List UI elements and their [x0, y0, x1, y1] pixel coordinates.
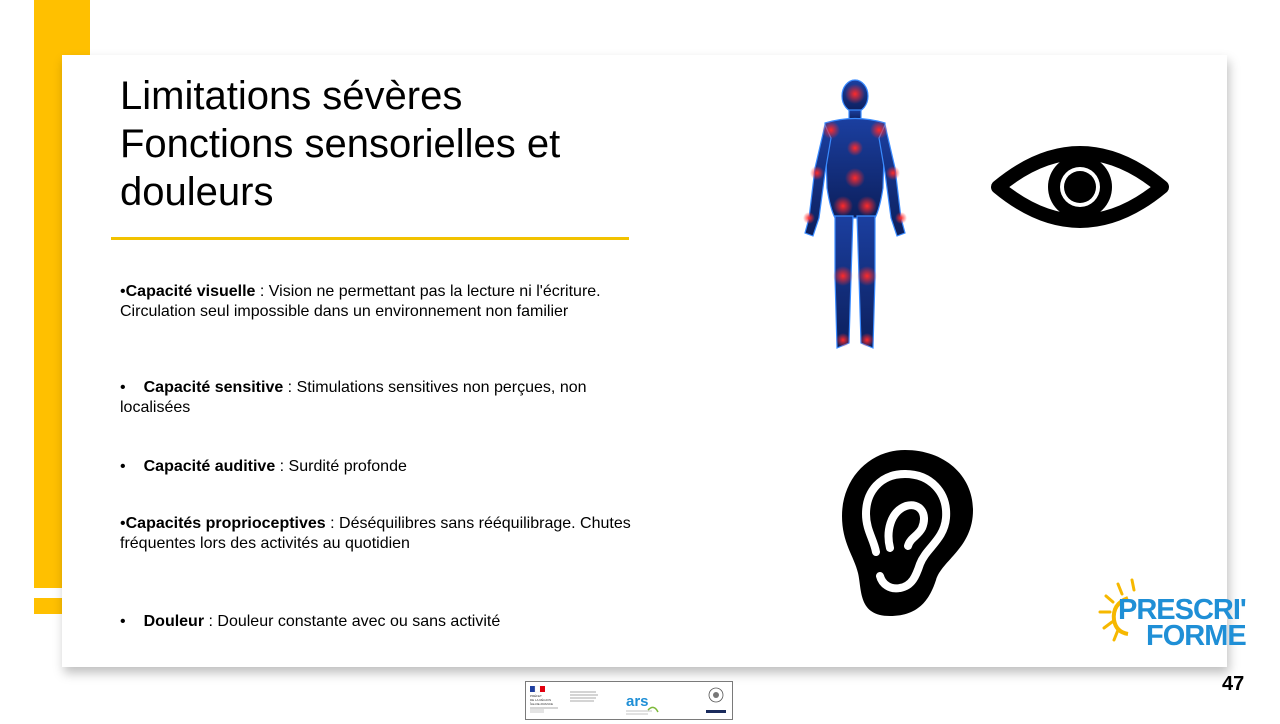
list-item: [120, 282, 635, 321]
bullet: •: [120, 613, 126, 630]
prefet-line-3: ÎLE-DE-FRANCE: [530, 702, 554, 706]
list-item: [120, 378, 635, 417]
bullet: •: [120, 283, 126, 300]
item-text: : Stimulations sensitives non perçues, non localisées: [120, 379, 587, 416]
item-text: : Vision ne permettant pas la lecture ni l'écriture. Circulation seul impossible dans un environnement non familier: [120, 283, 601, 320]
ear-icon: [840, 448, 975, 618]
bullet: •: [120, 379, 126, 396]
list-item: [120, 457, 635, 477]
item-label: Capacité auditive: [143, 458, 276, 475]
slide-title: [120, 72, 640, 216]
item-text: : Surdité profonde: [275, 458, 407, 475]
partner-logos: [525, 681, 733, 720]
page-number: 47: [1222, 673, 1245, 695]
human-body-icon: [795, 78, 915, 358]
prefet-line-1: PRÉFET: [530, 694, 542, 698]
bullet: •: [120, 458, 126, 475]
title-underline: [111, 237, 629, 240]
title-line-3: douleurs: [120, 170, 274, 214]
partner-logos-art: [526, 682, 732, 719]
accent-bar-top: [34, 0, 90, 55]
eye-icon: [990, 133, 1170, 241]
prescriforme-line1: PRESCRI': [1118, 594, 1246, 626]
prescriforme-line2: FORME: [1146, 620, 1246, 652]
item-label: Capacité sensitive: [143, 379, 284, 396]
item-label: Douleur: [143, 613, 205, 630]
item-label: Capacités proprioceptives: [125, 515, 326, 532]
title-line-2: Fonctions sensorielles et: [120, 122, 561, 166]
item-label: Capacité visuelle: [125, 283, 256, 300]
item-text: : Douleur constante avec ou sans activité: [204, 613, 501, 630]
item-text: : Déséquilibres sans rééquilibrage. Chutes fréquentes lors des activités au quotidien: [120, 515, 631, 552]
prescriforme-logo: [1098, 574, 1246, 658]
title-line-1: Limitations sévères: [120, 74, 463, 118]
prefet-line-2: DE LA RÉGION: [530, 698, 552, 702]
bullet: •: [120, 515, 126, 532]
accent-bar-left: [34, 55, 62, 588]
accent-bar-bottom: [34, 598, 62, 614]
list-item: [120, 612, 635, 632]
list-item: [120, 514, 635, 553]
ars-logo: ars: [626, 693, 649, 710]
